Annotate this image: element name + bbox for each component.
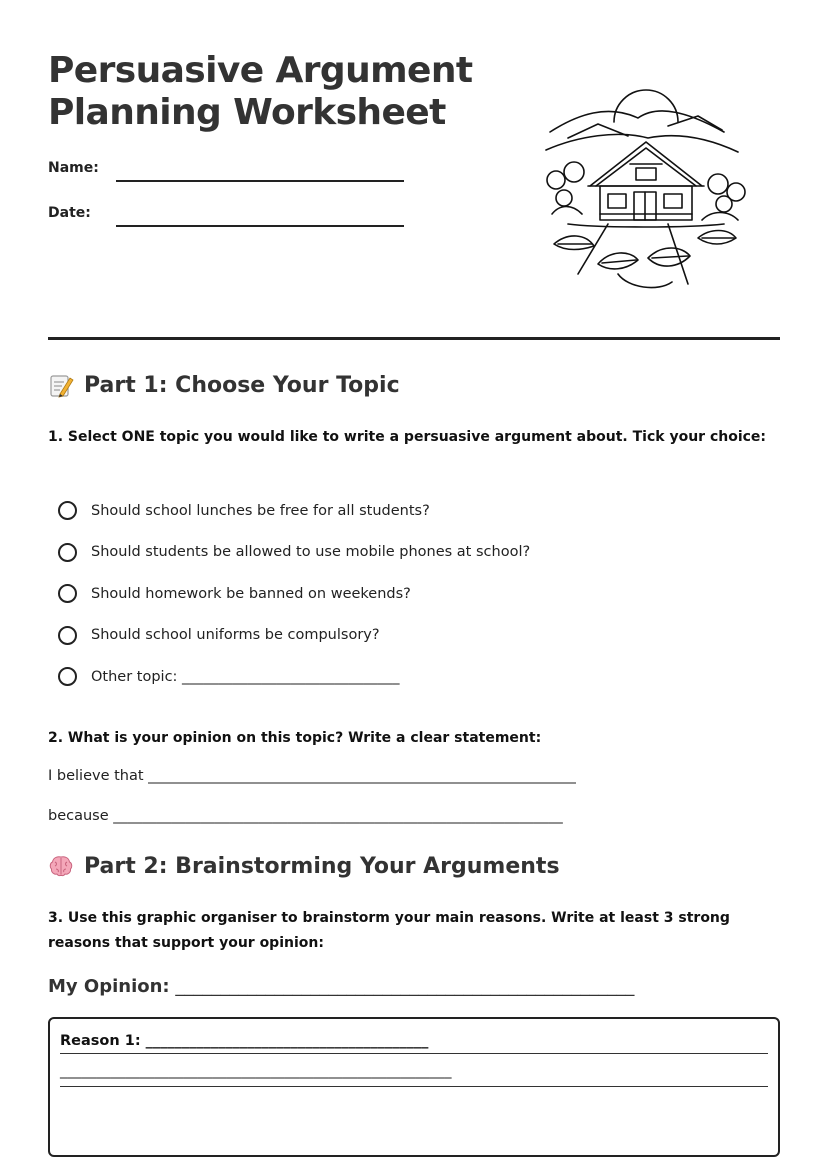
part2-heading-text: Part 2: Brainstorming Your Arguments <box>84 853 560 879</box>
part1-heading <box>48 372 400 398</box>
topic-option <box>58 532 530 574</box>
title-line-1: Persuasive Argument <box>48 50 473 91</box>
topic-radio[interactable] <box>58 584 77 603</box>
worksheet-title <box>48 50 472 134</box>
name-label: Name: <box>48 160 99 176</box>
topic-option-label: Should school lunches be free for all students? <box>91 502 430 519</box>
topic-option <box>58 656 530 698</box>
topic-radio[interactable] <box>58 501 77 520</box>
topic-option-label: Should homework be banned on weekends? <box>91 585 411 602</box>
date-field[interactable] <box>116 225 404 227</box>
topic-radio[interactable] <box>58 543 77 562</box>
memo-pencil-icon <box>48 372 74 398</box>
name-field[interactable] <box>116 180 404 182</box>
believe-line[interactable]: I believe that ___________________________________________________________ <box>48 768 576 784</box>
title-line-2: Planning Worksheet <box>48 92 446 133</box>
topic-option <box>58 490 530 532</box>
question-2: 2. What is your opinion on this topic? Write a clear statement: <box>48 730 542 746</box>
date-label: Date: <box>48 205 91 221</box>
cottage-landscape-illustration <box>538 74 752 300</box>
topic-option-label: Other topic: ______________________________ <box>91 668 400 685</box>
topic-option-label: Should students be allowed to use mobile phones at school? <box>91 544 531 561</box>
topic-option <box>58 615 530 657</box>
topic-option <box>58 573 530 615</box>
reason-1-box <box>48 1017 780 1157</box>
reason-1-rule[interactable] <box>60 1086 768 1087</box>
my-opinion-line[interactable] <box>48 976 634 997</box>
reason-1-rule[interactable] <box>60 1053 768 1054</box>
topic-radio[interactable] <box>58 667 77 686</box>
topic-option-label: Should school uniforms be compulsory? <box>91 627 380 644</box>
section-divider <box>48 337 780 340</box>
reason-1-label[interactable]: Reason 1: _______________________________________ <box>60 1033 429 1049</box>
because-line[interactable]: because ______________________________________________________________ <box>48 808 563 824</box>
part2-heading <box>48 853 560 879</box>
my-opinion-blank[interactable]: ___________________________________________________ <box>169 976 635 997</box>
question-3: 3. Use this graphic organiser to brainstorm your main reasons. Write at least 3 strong reasons that support your opinion: <box>48 910 730 951</box>
topic-radio[interactable] <box>58 626 77 645</box>
part1-heading-text: Part 1: Choose Your Topic <box>84 372 400 398</box>
reason-1-continuation[interactable]: ______________________________________________________ <box>60 1063 452 1079</box>
brain-icon <box>48 853 74 879</box>
my-opinion-label: My Opinion: <box>48 976 170 997</box>
question-1: 1. Select ONE topic you would like to write a persuasive argument about. Tick your choice: <box>48 429 767 445</box>
topic-options <box>58 490 530 698</box>
